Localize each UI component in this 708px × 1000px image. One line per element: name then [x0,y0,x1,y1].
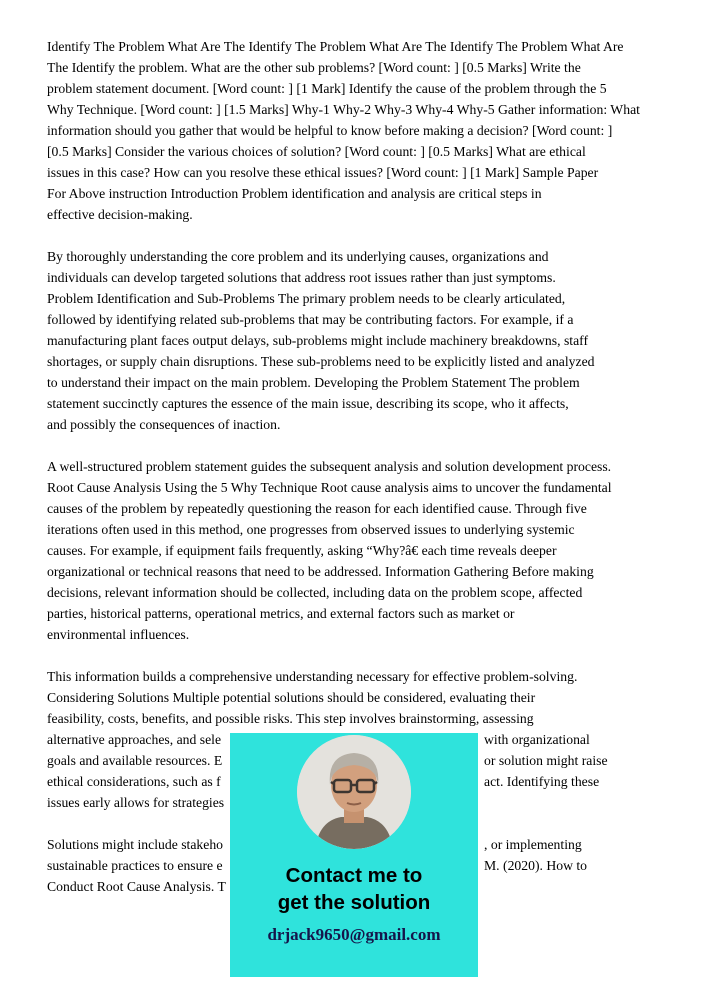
text-line: information should you gather that would be helpful to know before making a decision? [Word count: ] [47,123,613,138]
contact-cta-text [230,862,478,916]
line-right-fragment: or solution might raise [484,753,608,768]
cta-line-2: get the solution [277,891,431,914]
line-right-fragment: act. Identifying these [484,774,600,789]
text-line: iterations often used in this method, one progresses from observed issues to underlying systemic [47,522,575,537]
text-line: This information builds a comprehensive understanding necessary for effective problem-solving. [47,669,578,684]
line-left-fragment: sustainable practices to ensure e [47,858,223,873]
line-left-fragment: issues early allows for strategies [47,795,225,810]
text-line: The Identify the problem. What are the other sub problems? [Word count: ] [0.5 Marks] Write the [47,60,581,75]
text-line: followed by identifying related sub-problems that may be contributing factors. For example, if a [47,312,574,327]
text-line: causes of the problem by repeatedly questioning the reason for each identified cause. Through five [47,501,587,516]
line-left-fragment: ethical considerations, such as f [47,774,221,789]
text-line: organizational or technical reasons that need to be addressed. Information Gathering Before making [47,564,594,579]
line-left-fragment: goals and available resources. E [47,753,223,768]
text-line: Root Cause Analysis Using the 5 Why Technique Root cause analysis aims to uncover the fundamental [47,480,612,495]
text-line: statement succinctly captures the essence of the main issue, describing its scope, who it affects, [47,396,569,411]
line-right-fragment: with organizational [484,732,590,747]
text-line: For Above instruction Introduction Problem identification and analysis are critical steps in [47,186,542,201]
text-line: Considering Solutions Multiple potential solutions should be considered, evaluating their [47,690,536,705]
line-right-fragment: , or implementing [484,837,582,852]
text-line: shortages, or supply chain disruptions. These sub-problems need to be explicitly listed and analyzed [47,354,595,369]
text-line: decisions, relevant information should be collected, including data on the problem scope, affected [47,585,583,600]
text-line: individuals can develop targeted solutions that address root issues rather than just symptoms. [47,270,556,285]
contact-email: drjack9650@gmail.com [267,925,441,944]
text-line: and possibly the consequences of inaction. [47,417,281,432]
line-right-fragment: M. (2020). How to [484,858,588,873]
text-line: Identify The Problem What Are The Identify The Problem What Are The Identify The Problem What Are [47,39,624,54]
text-line: By thoroughly understanding the core problem and its underlying causes, organizations and [47,249,549,264]
text-line: parties, historical patterns, operational metrics, and external factors such as market or [47,606,515,621]
text-line: [0.5 Marks] Consider the various choices of solution? [Word count: ] [0.5 Marks] What are ethical [47,144,586,159]
line-left-fragment: Solutions might include stakeho [47,837,224,852]
paragraph-1 [47,36,663,225]
text-line: environmental influences. [47,627,190,642]
text-line: Why Technique. [Word count: ] [1.5 Marks] Why-1 Why-2 Why-3 Why-4 Why-5 Gather information: What [47,102,640,117]
text-line: causes. For example, if equipment fails frequently, asking “Why?â€ each time reveals deeper [47,543,557,558]
paragraph-2 [47,246,663,435]
text-line: issues in this case? How can you resolve these ethical issues? [Word count: ] [1 Mark] Sample Paper [47,165,599,180]
avatar [297,735,411,849]
contact-overlay-card [230,733,478,977]
line-left-fragment: Conduct Root Cause Analysis. T [47,879,226,894]
text-line: Problem Identification and Sub-Problems The primary problem needs to be clearly articulated, [47,291,566,306]
paragraph-3 [47,456,663,645]
text-line: A well-structured problem statement guides the subsequent analysis and solution development process. [47,459,612,474]
cta-line-1: Contact me to [285,864,423,887]
man-with-glasses-photo [297,735,411,849]
text-line: problem statement document. [Word count: ] [1 Mark] Identify the cause of the problem through the 5 [47,81,607,96]
text-line: to understand their impact on the main problem. Developing the Problem Statement The problem [47,375,580,390]
text-line: effective decision-making. [47,207,193,222]
text-line: manufacturing plant faces output delays, sub-problems might include machinery breakdowns, staff [47,333,589,348]
text-line: feasibility, costs, benefits, and possible risks. This step involves brainstorming, assessing [47,711,534,726]
line-left-fragment: alternative approaches, and sele [47,732,222,747]
